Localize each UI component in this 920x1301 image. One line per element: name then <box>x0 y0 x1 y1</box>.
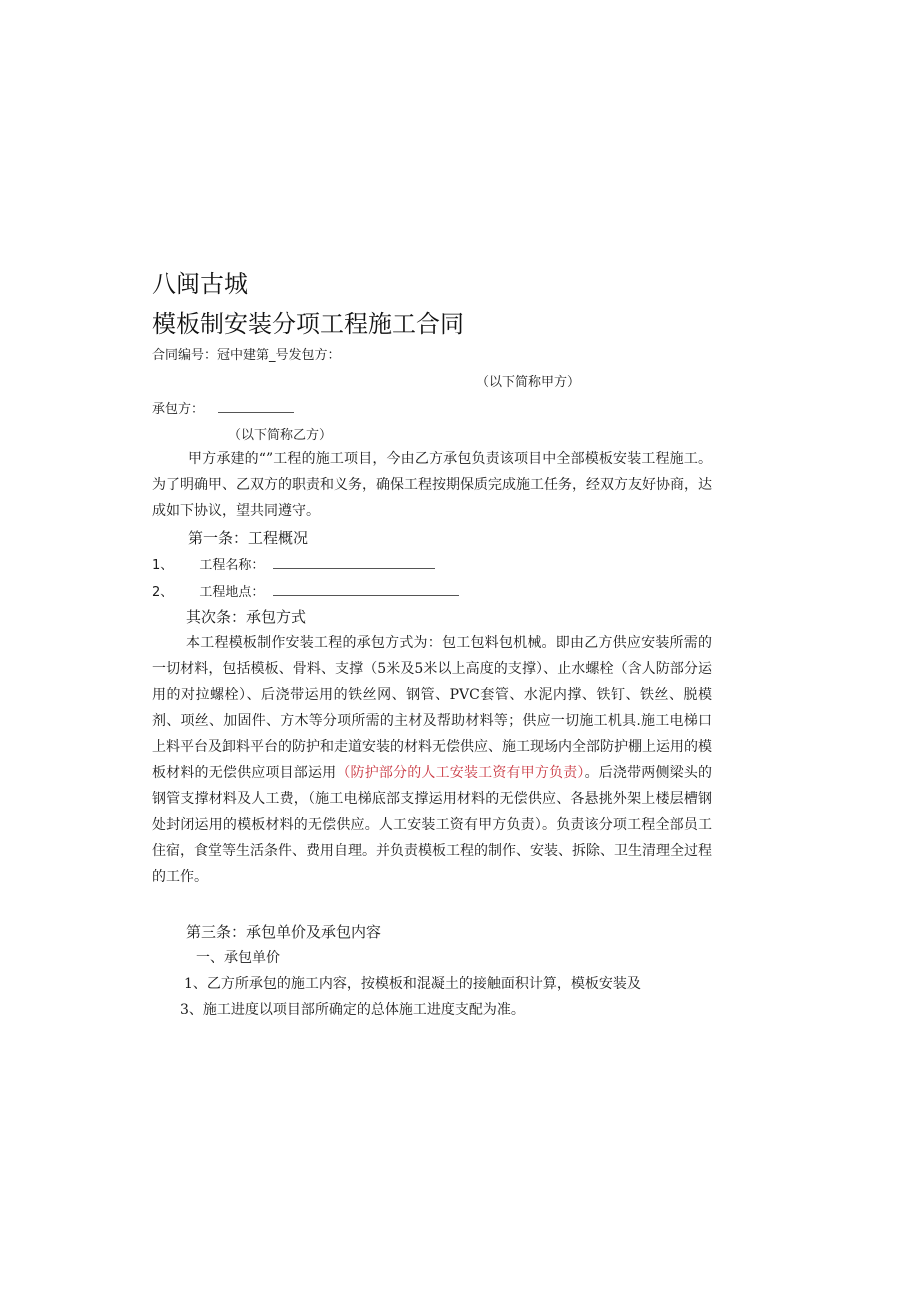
party-b-line <box>152 398 294 417</box>
article-2-heading: 其次条：承包方式 <box>186 608 307 626</box>
intro-paragraph: 甲方承建的“”工程的施工项目，今由乙方承包负责该项目中全部模板安装工程施工。为了明确甲、乙双方的职责和义务，确保工程按期保质完成施工任务，经双方友好协商，达成如下协议，望共同遵守。 <box>152 451 712 519</box>
method-text-part2: 。后浇带两侧梁头的钢管支撑材料及人工费，（施工电梯底部支撑运用材料的无偿供应、各悬挑外架上楼层槽钢处封闭运用的模板材料的无偿供应。人工安装工资有甲方负责）。负责该分项工程全部员工住宿，食堂等生活条件、费用自理。并负责模板工程的制作、安装、拆除、卫生清理全过程的工作。 <box>152 765 713 885</box>
contract-title: 模板制安装分项工程施工合同 <box>152 310 464 338</box>
project-location-item <box>152 581 459 600</box>
clause-1-line: 1、乙方所承包的施工内容，按模板和混凝土的接触面积计算，模板安装及 <box>184 976 641 992</box>
item-2-number: 2、 <box>152 585 174 600</box>
contract-number-line: 合同编号：冠中建第_号发包方： <box>152 348 341 363</box>
contract-method-paragraph <box>152 630 712 890</box>
article-1-heading: 第一条：工程概况 <box>188 529 309 547</box>
party-b-blank <box>218 400 294 413</box>
clause-3-line: 3、施工进度以项目部所确定的总体施工进度支配为准。 <box>180 1002 525 1018</box>
party-b-alias: （以下简称乙方） <box>228 428 333 443</box>
article-3-heading: 第三条：承包单价及承包内容 <box>186 923 382 941</box>
unit-price-subheading: 一、承包单价 <box>196 950 280 966</box>
project-name-blank <box>273 556 435 569</box>
item-2-label: 工程地点： <box>199 585 265 600</box>
method-text-part1: 本工程模板制作安装工程的承包方式为：包工包料包机械。即由乙方供应安装所需的一切材料，包括模板、骨料、支撑（5米及5米以上高度的支撑）、止水螺栓（含人防部分运用的对拉螺栓）、后浇带运用的铁丝网、钢管、PVC套管、水泥内撑、铁钉、铁丝、脱模剂、项丝、加固件、方木等分项所需的主材及帮助材料等；供应一切施工机具.施工电梯口上料平台及卸料平台的防护和走道安装的材料无偿供应、施工现场内全部防护棚上运用的模板材料的无偿供应项目部运用 <box>152 635 712 781</box>
project-name: 八闽古城 <box>152 270 248 298</box>
project-name-item <box>152 554 435 573</box>
party-b-label: 承包方： <box>152 402 205 417</box>
method-text-highlight: （防护部分的人工安装工资有甲方负责） <box>336 765 585 781</box>
item-1-number: 1、 <box>152 558 174 573</box>
item-1-label: 工程名称： <box>199 558 265 573</box>
project-location-blank <box>273 583 459 596</box>
party-a-alias: （以下简称甲方） <box>476 375 581 390</box>
